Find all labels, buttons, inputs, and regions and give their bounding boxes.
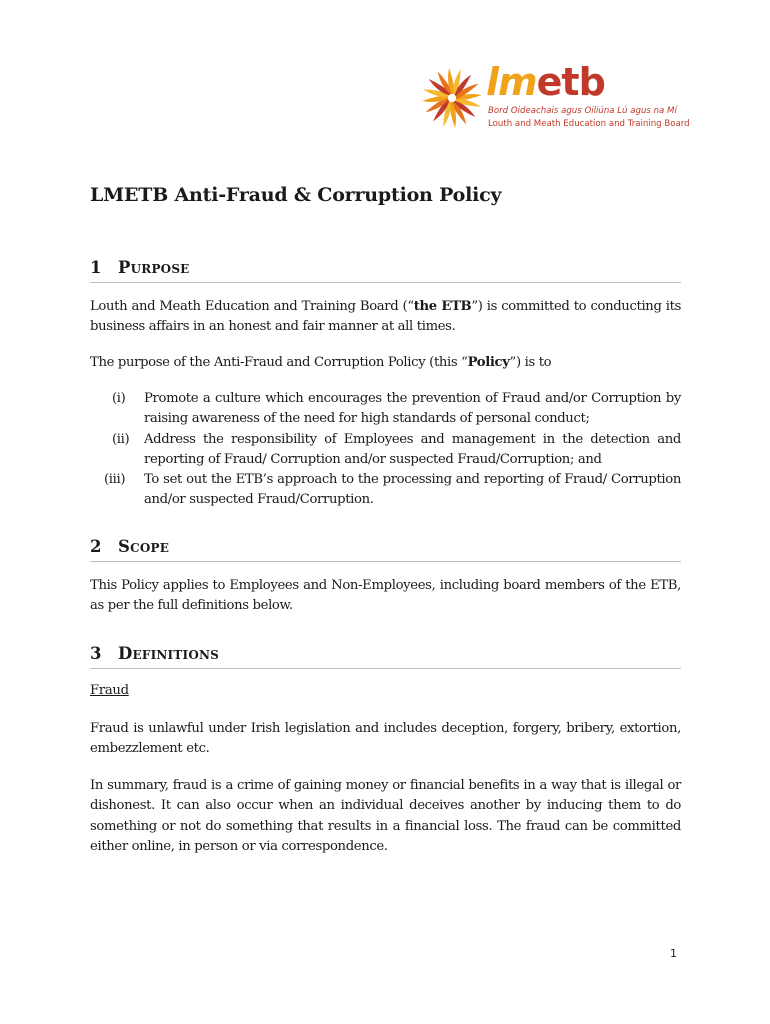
lmetb-logo <box>416 60 690 142</box>
list-item-text: To set out the ETB’s approach to the processing and reporting of Fraud/ Corruption and/or suspected Fraud/Corruption. <box>144 472 681 508</box>
list-marker: (i) <box>112 391 126 406</box>
fraud-paragraph-1: Fraud is unlawful under Irish legislation and includes deception, forgery, bribery, extortion, embezzlement etc. <box>90 721 681 757</box>
list-item <box>90 470 681 511</box>
section-number: 1 <box>90 258 102 277</box>
list-item-text: Address the responsibility of Employees and management in the detection and reporting of Fraud/ Corruption and/or suspected Fraud/Corruption; and <box>144 431 681 467</box>
fraud-paragraph-2: In summary, fraud is a crime of gaining money or financial benefits in a way that is illegal or dishonest. It can also occur when an individual deceives another by inducing them to do something or not do something that results in a financial loss. The fraud can be committed either online, in person or via correspondence. <box>90 778 681 854</box>
fraud-subheading: Fraud <box>90 683 129 698</box>
list-item <box>90 389 681 430</box>
logo-irish-name: Bord Oideachais agus Oiliúna Lú agus na Mí <box>488 106 677 116</box>
sun-swirl-logo-icon <box>416 62 488 134</box>
logo-english-name: Louth and Meath Education and Training Board <box>488 119 690 129</box>
page-number: 1 <box>670 947 677 960</box>
section-heading-purpose <box>90 258 681 283</box>
section-heading-definitions <box>90 644 681 669</box>
section-number: 3 <box>90 644 102 663</box>
list-marker: (iii) <box>104 472 126 488</box>
purpose-paragraph-2 <box>90 353 681 373</box>
purpose-list <box>90 389 681 511</box>
page-title: LMETB Anti-Fraud & Corruption Policy <box>90 184 502 206</box>
section-name: Definitions <box>118 644 220 663</box>
section-name: Purpose <box>118 258 190 277</box>
text-run: ”) is to <box>509 355 552 370</box>
text-run: ”) is committed to conducting its business affairs in an honest and fair manner at all times. <box>90 299 681 335</box>
section-number: 2 <box>90 537 102 556</box>
section-name: Scope <box>118 537 170 556</box>
purpose-paragraph-1 <box>90 297 681 338</box>
defined-term: the ETB <box>413 299 472 314</box>
logo-wordmark <box>486 60 605 104</box>
logo-wordmark-etb: etb <box>536 60 605 104</box>
text-run: Louth and Meath Education and Training Board (“ <box>90 299 414 314</box>
text-run: The purpose of the Anti-Fraud and Corruption Policy (this “ <box>90 355 468 370</box>
list-item-text: Promote a culture which encourages the prevention of Fraud and/or Corruption by raising awareness of the need for high standards of personal conduct; <box>144 391 681 427</box>
defined-term: Policy <box>467 355 510 370</box>
list-item <box>90 430 681 471</box>
list-marker: (ii) <box>112 431 130 447</box>
section-heading-scope <box>90 537 681 562</box>
logo-wordmark-lm: lm <box>486 60 537 104</box>
scope-paragraph: This Policy applies to Employees and Non-Employees, including board members of the ETB, as per the full definitions below. <box>90 578 681 614</box>
